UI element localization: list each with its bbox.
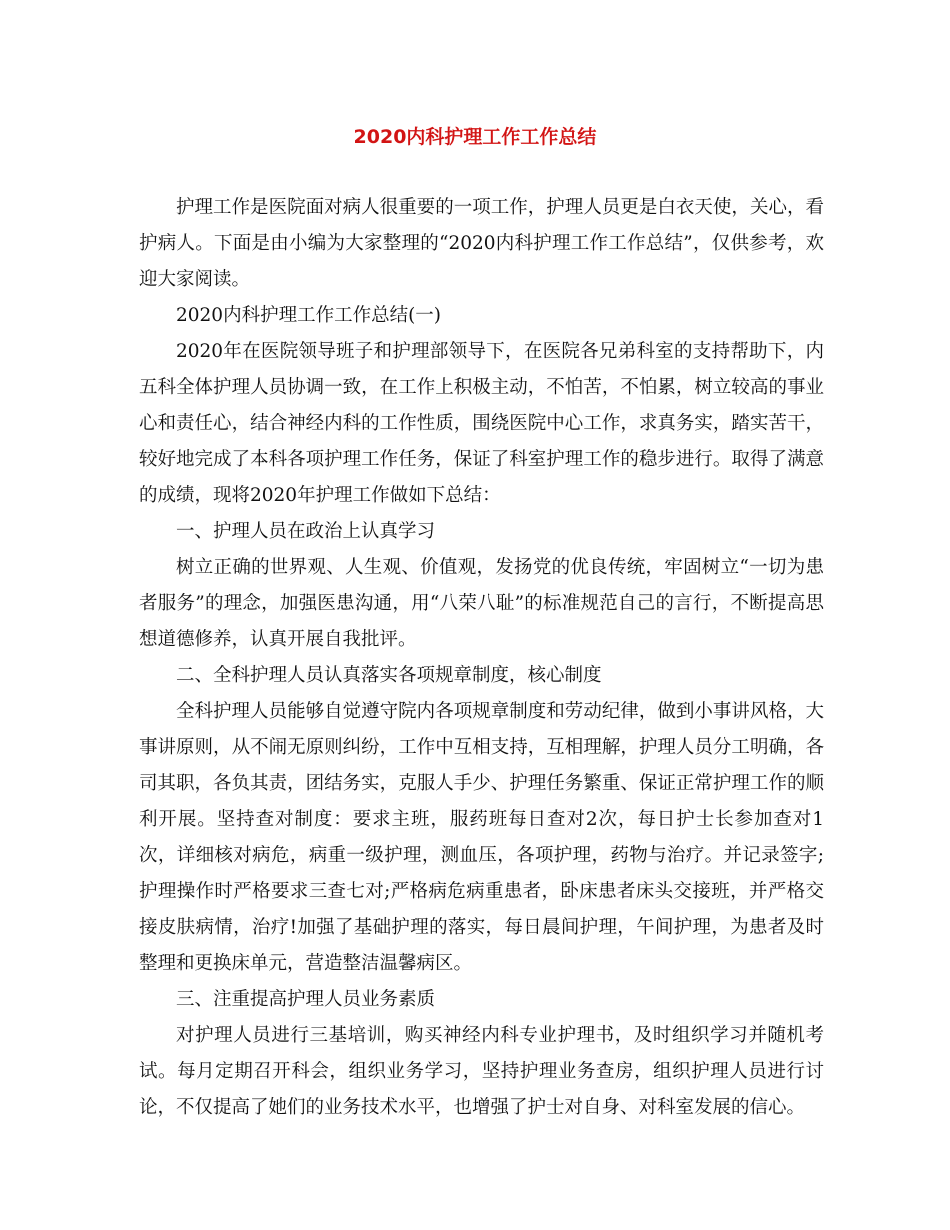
- section-3-paragraph: 对护理人员进行三基培训，购买神经内科专业护理书，及时组织学习并随机考试。每月定期召开科会，组织业务学习，坚持护理业务查房，组织护理人员进行讨论，不仅提高了她们的业务技术水平，也增强了护士对自身、对科室发展的信心。: [139, 1025, 824, 1118]
- section-heading-summary-1: 2020内科护理工作工作总结(一): [176, 305, 442, 326]
- section-2-paragraph: 全科护理人员能够自觉遵守院内各项规章制度和劳动纪律，做到小事讲风格，大事讲原则，从不闹无原则纠纷，工作中互相支持，互相理解，护理人员分工明确，各司其职，各负其责，团结务实，克服人手少、护理任务繁重、保证正常护理工作的顺利开展。坚持查对制度：要求主班，服药班每日查对2次，每日护士长参加查对1次，详细核对病危，病重一级护理，测血压，各项护理，药物与治疗。并记录签字;护理操作时严格要求三查七对;严格病危病重患者，卧床患者床头交接班，并严格交接皮肤病情，治疗!加强了基础护理的落实，每日晨间护理，午间护理，为患者及时整理和更换床单元，营造整洁温馨病区。: [139, 701, 824, 974]
- summary-paragraph: 2020年在医院领导班子和护理部领导下，在医院各兄弟科室的支持帮助下，内五科全体护理人员协调一致，在工作上积极主动，不怕苦，不怕累，树立较高的事业心和责任心，结合神经内科的工作性质，围绕医院中心工作，求真务实，踏实苦干，较好地完成了本科各项护理工作任务，保证了科室护理工作的稳步进行。取得了满意的成绩，现将2020年护理工作做如下总结：: [139, 341, 824, 506]
- document-body: [139, 190, 824, 1126]
- section-heading-3: 三、注重提高护理人员业务素质: [176, 989, 436, 1010]
- document-title: 2020内科护理工作工作总结: [353, 126, 597, 148]
- section-heading-1: 一、护理人员在政治上认真学习: [176, 521, 436, 542]
- section-heading-2: 二、全科护理人员认真落实各项规章制度，核心制度: [176, 665, 602, 686]
- section-1-paragraph: 树立正确的世界观、人生观、价值观，发扬党的优良传统，牢固树立“一切为患者服务”的理念，加强医患沟通，用“八荣八耻”的标准规范自己的言行，不断提高思想道德修养，认真开展自我批评。: [139, 557, 824, 650]
- intro-paragraph: 护理工作是医院面对病人很重要的一项工作，护理人员更是白衣天使，关心，看护病人。下面是由小编为大家整理的“2020内科护理工作工作总结”，仅供参考，欢迎大家阅读。: [139, 197, 824, 290]
